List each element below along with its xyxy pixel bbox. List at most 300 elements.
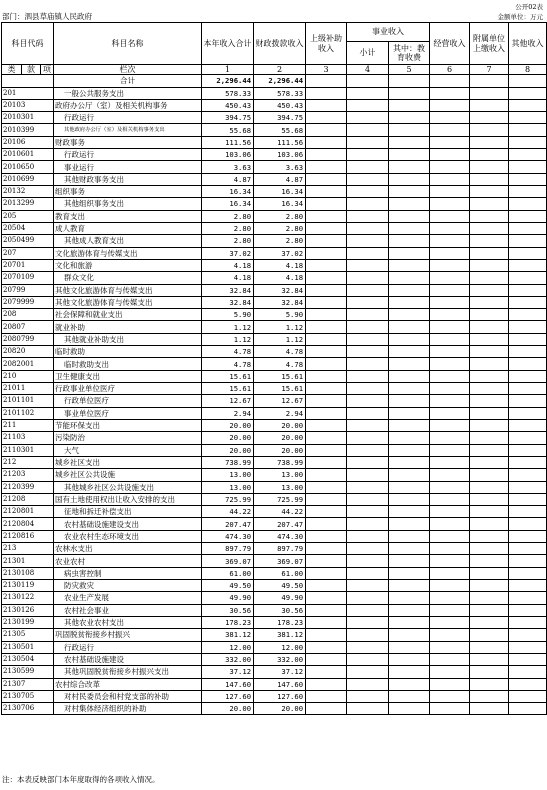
empty-cell xyxy=(389,506,430,518)
table-row xyxy=(2,456,547,468)
empty-cell xyxy=(306,604,347,616)
row-fiscal: 897.79 xyxy=(254,543,306,555)
row-code: 213 xyxy=(2,543,54,555)
col-num: 5 xyxy=(389,65,430,75)
empty-cell xyxy=(306,124,347,136)
empty-cell xyxy=(306,99,347,111)
empty-cell xyxy=(306,653,347,665)
row-total: 15.61 xyxy=(202,370,254,382)
table-row xyxy=(2,444,547,456)
empty-cell xyxy=(430,530,470,542)
table-row xyxy=(2,616,547,628)
header-superior: 上级补助收入 xyxy=(306,23,347,65)
empty-cell xyxy=(470,296,509,308)
row-total: 2.80 xyxy=(202,222,254,234)
row-code: 2010399 xyxy=(2,124,54,136)
empty-cell xyxy=(430,629,470,641)
table-row xyxy=(2,210,547,222)
empty-cell xyxy=(347,284,389,296)
empty-cell xyxy=(389,690,430,702)
empty-cell xyxy=(347,173,389,185)
empty-cell xyxy=(509,506,547,518)
row-code: 2130706 xyxy=(2,703,54,715)
table-row xyxy=(2,580,547,592)
empty-cell xyxy=(306,616,347,628)
empty-cell xyxy=(389,198,430,210)
empty-cell xyxy=(347,580,389,592)
empty-cell xyxy=(430,321,470,333)
empty-cell xyxy=(470,186,509,198)
empty-cell xyxy=(389,530,430,542)
row-total: 103.06 xyxy=(202,149,254,161)
empty-cell xyxy=(430,383,470,395)
row-code: 21103 xyxy=(2,432,54,444)
row-fiscal: 4.18 xyxy=(254,259,306,271)
row-name: 农村基础设施建设支出 xyxy=(54,518,202,530)
row-name: 其他文化旅游体育与传媒支出 xyxy=(54,284,202,296)
empty-cell xyxy=(389,703,430,715)
row-code: 2080799 xyxy=(2,333,54,345)
empty-cell xyxy=(470,666,509,678)
row-fiscal: 37.12 xyxy=(254,666,306,678)
row-fiscal: 4.87 xyxy=(254,173,306,185)
summary-label: 合计 xyxy=(54,75,202,87)
empty-cell xyxy=(470,161,509,173)
row-name: 征地和拆迁补偿支出 xyxy=(54,506,202,518)
empty-cell xyxy=(389,419,430,431)
table-row xyxy=(2,136,547,148)
empty-cell xyxy=(470,284,509,296)
empty-cell xyxy=(389,222,430,234)
row-total: 4.78 xyxy=(202,358,254,370)
col-num: 7 xyxy=(470,65,509,75)
row-code: 20820 xyxy=(2,346,54,358)
empty-cell xyxy=(389,555,430,567)
empty-cell xyxy=(509,136,547,148)
row-fiscal: 16.34 xyxy=(254,186,306,198)
empty-cell xyxy=(430,432,470,444)
empty-cell xyxy=(389,518,430,530)
empty-cell xyxy=(509,469,547,481)
row-total: 381.12 xyxy=(202,629,254,641)
empty-cell xyxy=(347,481,389,493)
empty-cell xyxy=(509,567,547,579)
empty-cell xyxy=(470,149,509,161)
empty-cell xyxy=(347,358,389,370)
empty-cell xyxy=(470,346,509,358)
empty-cell xyxy=(430,616,470,628)
empty-cell xyxy=(509,186,547,198)
row-total: 578.33 xyxy=(202,87,254,99)
empty-cell xyxy=(347,592,389,604)
empty-cell xyxy=(509,272,547,284)
empty-cell xyxy=(509,666,547,678)
empty-cell xyxy=(470,173,509,185)
empty-cell xyxy=(389,247,430,259)
table-row xyxy=(2,321,547,333)
empty-cell xyxy=(347,616,389,628)
empty-cell xyxy=(430,136,470,148)
empty-cell xyxy=(347,75,389,87)
table-row xyxy=(2,690,547,702)
empty-cell xyxy=(509,456,547,468)
row-fiscal: 369.07 xyxy=(254,555,306,567)
empty-cell xyxy=(509,678,547,690)
row-code: 201 xyxy=(2,87,54,99)
row-name: 大气 xyxy=(54,444,202,456)
empty-cell xyxy=(347,678,389,690)
row-code: 2101101 xyxy=(2,395,54,407)
header-subtotal: 小计 xyxy=(347,42,389,65)
row-name: 节能环保支出 xyxy=(54,419,202,431)
empty-cell xyxy=(470,456,509,468)
empty-cell xyxy=(430,186,470,198)
empty-cell xyxy=(509,210,547,222)
row-name: 事业单位医疗 xyxy=(54,407,202,419)
row-fiscal: 20.00 xyxy=(254,419,306,431)
row-code: 2120804 xyxy=(2,518,54,530)
empty-cell xyxy=(306,321,347,333)
row-name: 行政事业单位医疗 xyxy=(54,383,202,395)
empty-cell xyxy=(347,161,389,173)
table-row xyxy=(2,666,547,678)
empty-cell xyxy=(430,604,470,616)
empty-cell xyxy=(470,333,509,345)
row-name: 临时救助 xyxy=(54,346,202,358)
empty-cell xyxy=(389,161,430,173)
table-row xyxy=(2,370,547,382)
empty-cell xyxy=(430,75,470,87)
table-row xyxy=(2,469,547,481)
empty-cell xyxy=(347,124,389,136)
row-fiscal: 61.00 xyxy=(254,567,306,579)
row-fiscal: 49.90 xyxy=(254,592,306,604)
summary-fiscal: 2,296.44 xyxy=(254,75,306,87)
row-name: 行政运行 xyxy=(54,641,202,653)
empty-cell xyxy=(389,444,430,456)
row-total: 725.99 xyxy=(202,493,254,505)
row-name: 农业生产发展 xyxy=(54,592,202,604)
row-name: 国有土地使用权出让收入安排的支出 xyxy=(54,493,202,505)
empty-cell xyxy=(389,383,430,395)
empty-cell xyxy=(509,543,547,555)
row-code: 2070109 xyxy=(2,272,54,284)
empty-cell xyxy=(347,235,389,247)
empty-cell xyxy=(470,112,509,124)
row-total: 897.79 xyxy=(202,543,254,555)
empty-cell xyxy=(347,136,389,148)
row-code: 2130119 xyxy=(2,580,54,592)
row-total: 13.00 xyxy=(202,481,254,493)
empty-cell xyxy=(389,580,430,592)
row-total: 738.99 xyxy=(202,456,254,468)
empty-cell xyxy=(430,309,470,321)
row-name: 防灾救灾 xyxy=(54,580,202,592)
empty-cell xyxy=(430,112,470,124)
row-code: 2130126 xyxy=(2,604,54,616)
summary-code-cell xyxy=(2,75,54,87)
row-name: 其他政府办公厅（室）及相关机构事务支出 xyxy=(54,124,202,136)
empty-cell xyxy=(430,161,470,173)
row-code: 2101102 xyxy=(2,407,54,419)
empty-cell xyxy=(509,530,547,542)
row-fiscal: 2.80 xyxy=(254,210,306,222)
row-code: 2130122 xyxy=(2,592,54,604)
empty-cell xyxy=(509,432,547,444)
empty-cell xyxy=(306,690,347,702)
table-row xyxy=(2,235,547,247)
row-fiscal: 20.00 xyxy=(254,432,306,444)
row-fiscal: 178.23 xyxy=(254,616,306,628)
row-code: 2079999 xyxy=(2,296,54,308)
col-num: 4 xyxy=(347,65,389,75)
row-name: 农业农村 xyxy=(54,555,202,567)
empty-cell xyxy=(470,87,509,99)
table-row xyxy=(2,383,547,395)
row-total: 49.90 xyxy=(202,592,254,604)
empty-cell xyxy=(509,149,547,161)
empty-cell xyxy=(389,653,430,665)
table-row xyxy=(2,296,547,308)
empty-cell xyxy=(389,567,430,579)
empty-cell xyxy=(389,616,430,628)
header-edu-fee: 其中：教育收费 xyxy=(389,42,430,65)
row-name: 卫生健康支出 xyxy=(54,370,202,382)
row-total: 178.23 xyxy=(202,616,254,628)
empty-cell xyxy=(470,481,509,493)
empty-cell xyxy=(509,173,547,185)
row-fiscal: 5.90 xyxy=(254,309,306,321)
empty-cell xyxy=(430,690,470,702)
empty-cell xyxy=(306,493,347,505)
row-fiscal: 450.43 xyxy=(254,99,306,111)
row-fiscal: 55.68 xyxy=(254,124,306,136)
row-code: 21307 xyxy=(2,678,54,690)
empty-cell xyxy=(430,210,470,222)
empty-cell xyxy=(430,198,470,210)
row-code: 2050499 xyxy=(2,235,54,247)
row-total: 2.80 xyxy=(202,235,254,247)
empty-cell xyxy=(347,198,389,210)
row-name: 其他成人教育支出 xyxy=(54,235,202,247)
row-total: 16.34 xyxy=(202,198,254,210)
empty-cell xyxy=(347,333,389,345)
empty-cell xyxy=(430,235,470,247)
empty-cell xyxy=(347,469,389,481)
table-row xyxy=(2,407,547,419)
empty-cell xyxy=(389,641,430,653)
row-total: 20.00 xyxy=(202,703,254,715)
empty-cell xyxy=(389,75,430,87)
row-name: 城乡社区公共设施 xyxy=(54,469,202,481)
empty-cell xyxy=(347,629,389,641)
table-row xyxy=(2,149,547,161)
row-code: 2010650 xyxy=(2,161,54,173)
row-code: 2082001 xyxy=(2,358,54,370)
row-fiscal: 13.00 xyxy=(254,481,306,493)
empty-cell xyxy=(306,481,347,493)
row-total: 207.47 xyxy=(202,518,254,530)
empty-cell xyxy=(347,432,389,444)
row-fiscal: 12.67 xyxy=(254,395,306,407)
row-fiscal: 15.61 xyxy=(254,383,306,395)
empty-cell xyxy=(306,518,347,530)
row-code: 2130599 xyxy=(2,666,54,678)
table-row xyxy=(2,333,547,345)
empty-cell xyxy=(509,198,547,210)
empty-cell xyxy=(430,346,470,358)
empty-cell xyxy=(509,75,547,87)
row-fiscal: 127.60 xyxy=(254,690,306,702)
empty-cell xyxy=(306,222,347,234)
row-fiscal: 474.30 xyxy=(254,530,306,542)
empty-cell xyxy=(509,616,547,628)
table-row xyxy=(2,358,547,370)
row-code: 211 xyxy=(2,419,54,431)
empty-cell xyxy=(347,555,389,567)
empty-cell xyxy=(306,186,347,198)
header-kuan: 款 xyxy=(22,65,41,75)
row-fiscal: 2.80 xyxy=(254,235,306,247)
row-code: 207 xyxy=(2,247,54,259)
header-name: 科目名称 xyxy=(54,23,202,65)
empty-cell xyxy=(306,395,347,407)
row-name: 临时救助支出 xyxy=(54,358,202,370)
empty-cell xyxy=(430,173,470,185)
empty-cell xyxy=(389,259,430,271)
row-name: 其他城乡社区公共设施支出 xyxy=(54,481,202,493)
empty-cell xyxy=(509,284,547,296)
empty-cell xyxy=(470,444,509,456)
empty-cell xyxy=(430,419,470,431)
row-fiscal: 20.00 xyxy=(254,444,306,456)
row-total: 12.67 xyxy=(202,395,254,407)
row-fiscal: 725.99 xyxy=(254,493,306,505)
header-business: 事业收入 xyxy=(347,23,430,42)
row-total: 15.61 xyxy=(202,383,254,395)
empty-cell xyxy=(306,235,347,247)
row-total: 2.80 xyxy=(202,210,254,222)
row-total: 16.34 xyxy=(202,186,254,198)
empty-cell xyxy=(470,641,509,653)
empty-cell xyxy=(347,222,389,234)
empty-cell xyxy=(306,419,347,431)
empty-cell xyxy=(430,481,470,493)
header-fiscal: 财政拨款收入 xyxy=(254,23,306,65)
table-row xyxy=(2,259,547,271)
row-total: 30.56 xyxy=(202,604,254,616)
empty-cell xyxy=(347,419,389,431)
empty-cell xyxy=(470,124,509,136)
empty-cell xyxy=(430,149,470,161)
empty-cell xyxy=(347,567,389,579)
table-row xyxy=(2,555,547,567)
empty-cell xyxy=(470,690,509,702)
empty-cell xyxy=(470,222,509,234)
empty-cell xyxy=(306,703,347,715)
header-affiliate: 附属单位上缴收入 xyxy=(470,23,509,65)
table-row xyxy=(2,87,547,99)
header-code: 科目代码 xyxy=(2,23,54,65)
empty-cell xyxy=(430,247,470,259)
empty-cell xyxy=(470,259,509,271)
empty-cell xyxy=(347,530,389,542)
empty-cell xyxy=(470,210,509,222)
row-name: 组织事务 xyxy=(54,186,202,198)
table-row xyxy=(2,99,547,111)
empty-cell xyxy=(389,186,430,198)
empty-cell xyxy=(430,395,470,407)
row-total: 13.00 xyxy=(202,469,254,481)
empty-cell xyxy=(509,309,547,321)
empty-cell xyxy=(389,358,430,370)
row-total: 2.94 xyxy=(202,407,254,419)
empty-cell xyxy=(347,186,389,198)
row-code: 2120816 xyxy=(2,530,54,542)
department-label: 部门：泗县草庙镇人民政府 xyxy=(2,12,92,21)
empty-cell xyxy=(470,432,509,444)
empty-cell xyxy=(509,580,547,592)
header-lei: 类 xyxy=(2,65,22,75)
row-fiscal: 30.56 xyxy=(254,604,306,616)
empty-cell xyxy=(470,235,509,247)
empty-cell xyxy=(430,555,470,567)
table-row xyxy=(2,198,547,210)
row-fiscal: 147.60 xyxy=(254,678,306,690)
empty-cell xyxy=(470,493,509,505)
empty-cell xyxy=(430,222,470,234)
empty-cell xyxy=(306,407,347,419)
empty-cell xyxy=(430,506,470,518)
row-code: 210 xyxy=(2,370,54,382)
empty-cell xyxy=(347,247,389,259)
row-fiscal: 1.12 xyxy=(254,321,306,333)
row-fiscal: 32.84 xyxy=(254,284,306,296)
row-total: 20.00 xyxy=(202,432,254,444)
row-code: 21208 xyxy=(2,493,54,505)
row-name: 事业运行 xyxy=(54,161,202,173)
row-name: 其他巩固脱贫衔接乡村振兴支出 xyxy=(54,666,202,678)
row-name: 对村民委员会和村党支部的补助 xyxy=(54,690,202,702)
row-code: 20106 xyxy=(2,136,54,148)
empty-cell xyxy=(430,493,470,505)
row-fiscal: 32.84 xyxy=(254,296,306,308)
empty-cell xyxy=(389,87,430,99)
empty-cell xyxy=(347,99,389,111)
row-name: 群众文化 xyxy=(54,272,202,284)
empty-cell xyxy=(509,604,547,616)
empty-cell xyxy=(509,407,547,419)
empty-cell xyxy=(470,469,509,481)
empty-cell xyxy=(389,173,430,185)
row-total: 450.43 xyxy=(202,99,254,111)
empty-cell xyxy=(389,481,430,493)
empty-cell xyxy=(470,136,509,148)
empty-cell xyxy=(430,456,470,468)
row-name: 财政事务 xyxy=(54,136,202,148)
row-total: 369.07 xyxy=(202,555,254,567)
row-fiscal: 12.00 xyxy=(254,641,306,653)
empty-cell xyxy=(389,666,430,678)
row-total: 55.68 xyxy=(202,124,254,136)
empty-cell xyxy=(509,383,547,395)
table-row xyxy=(2,567,547,579)
empty-cell xyxy=(430,641,470,653)
row-total: 20.00 xyxy=(202,419,254,431)
empty-cell xyxy=(430,469,470,481)
empty-cell xyxy=(306,370,347,382)
empty-cell xyxy=(389,284,430,296)
